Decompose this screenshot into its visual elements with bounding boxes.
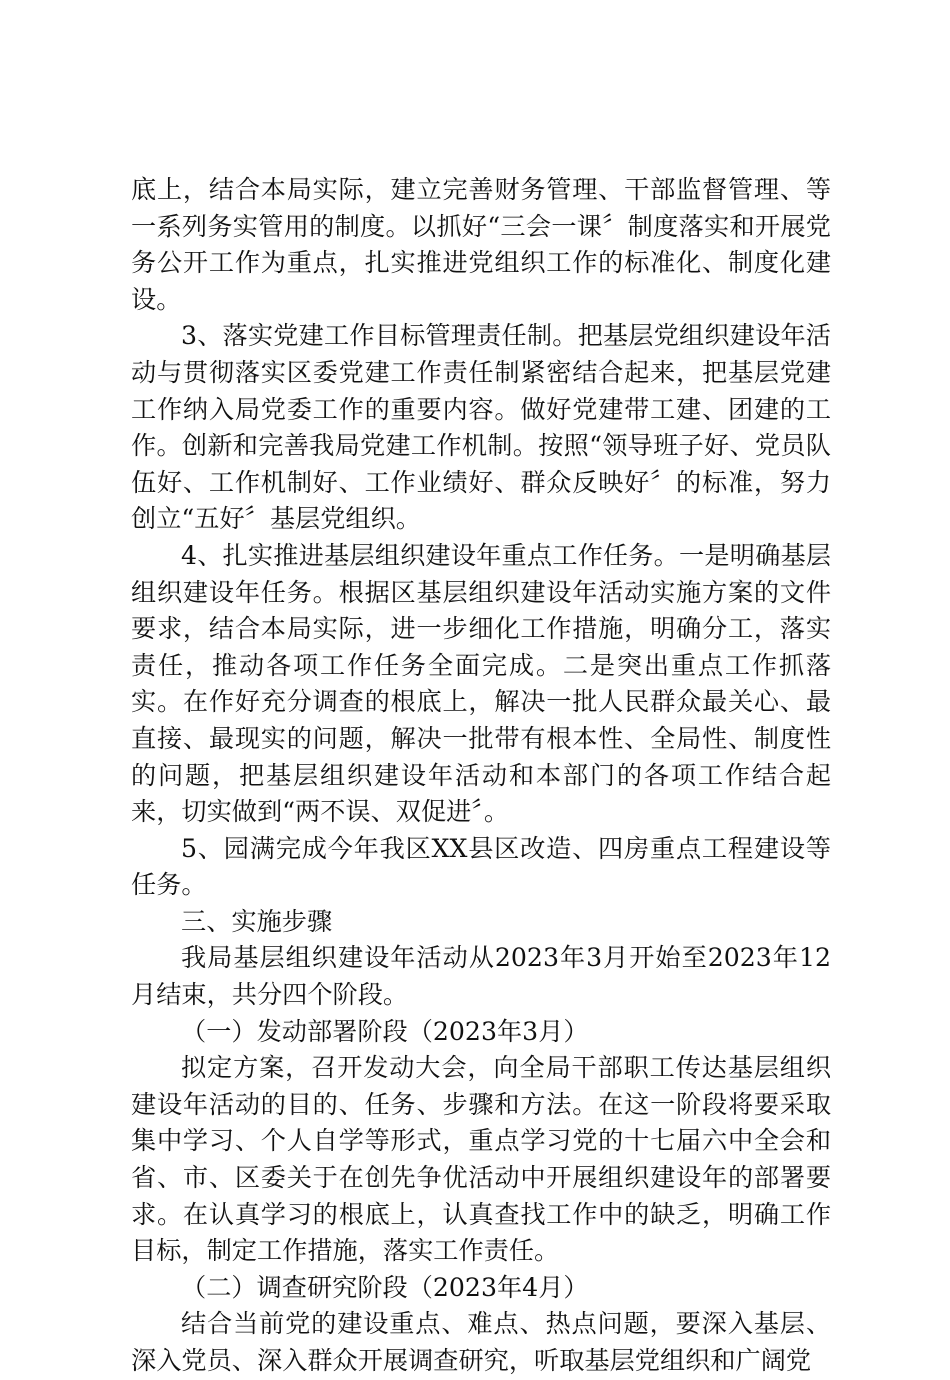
subheading-stage-2: （二）调查研究阶段（2023年4月） <box>181 1272 589 1302</box>
subheading-stage-1: （一）发动部署阶段（2023年3月） <box>181 1016 589 1046</box>
paragraph-item-5: 5、园满完成今年我区XX县区改造、四房重点工程建设等任务。 <box>131 833 831 900</box>
document-body <box>131 172 831 1380</box>
paragraph-stage-2: 结合当前党的建设重点、难点、热点问题，要深入基层、深入党员、深入群众开展调查研究，听取基层党组织和广阔党 <box>131 1309 831 1375</box>
paragraph-item-3: 3、落实党建工作目标管理责任制。把基层党组织建设年活动与贯彻落实区委党建工作责任制紧密结合起来，把基层党建工作纳入局党委工作的重要内容。做好党建带工建、团建的工作。创新和完善我局党建工作机制。按照“领导班子好、党员队伍好、工作机制好、工作业绩好、群众反映好〞的标准，努力创立“五好〞基层党组织。 <box>131 321 831 534</box>
paragraph-schedule-overview: 我局基层组织建设年活动从2023年3月开始至2023年12月结束，共分四个阶段。 <box>131 943 831 1010</box>
paragraph-item-4: 4、扎实推进基层组织建设年重点工作任务。一是明确基层组织建设年任务。根据区基层组织建设年活动实施方案的文件要求，结合本局实际，进一步细化工作措施，明确分工，落实责任，推动各项工作任务全面完成。二是突出重点工作抓落实。在作好充分调查的根底上，解决一批人民群众最关心、最直接、最现实的问题，解决一批带有根本性、全局性、制度性的问题，把基层组织建设年活动和本部门的各项工作结合起来，切实做到“两不误、双促进〞。 <box>131 540 831 827</box>
section-heading-implementation-steps: 三、实施步骤 <box>181 906 333 936</box>
paragraph-stage-1: 拟定方案，召开发动大会，向全局干部职工传达基层组织建设年活动的目的、任务、步骤和方法。在这一阶段将要采取集中学习、个人自学等形式，重点学习党的十七届六中全会和省、市、区委关于在创先争优活动中开展组织建设年的部署要求。在认真学习的根底上，认真查找工作中的缺乏，明确工作目标，制定工作措施，落实工作责任。 <box>131 1053 831 1266</box>
paragraph-continuation: 底上，结合本局实际，建立完善财务管理、干部监督管理、等一系列务实管用的制度。以抓好“三会一课〞制度落实和开展党务公开工作为重点，扎实推进党组织工作的标准化、制度化建设。 <box>131 175 831 314</box>
